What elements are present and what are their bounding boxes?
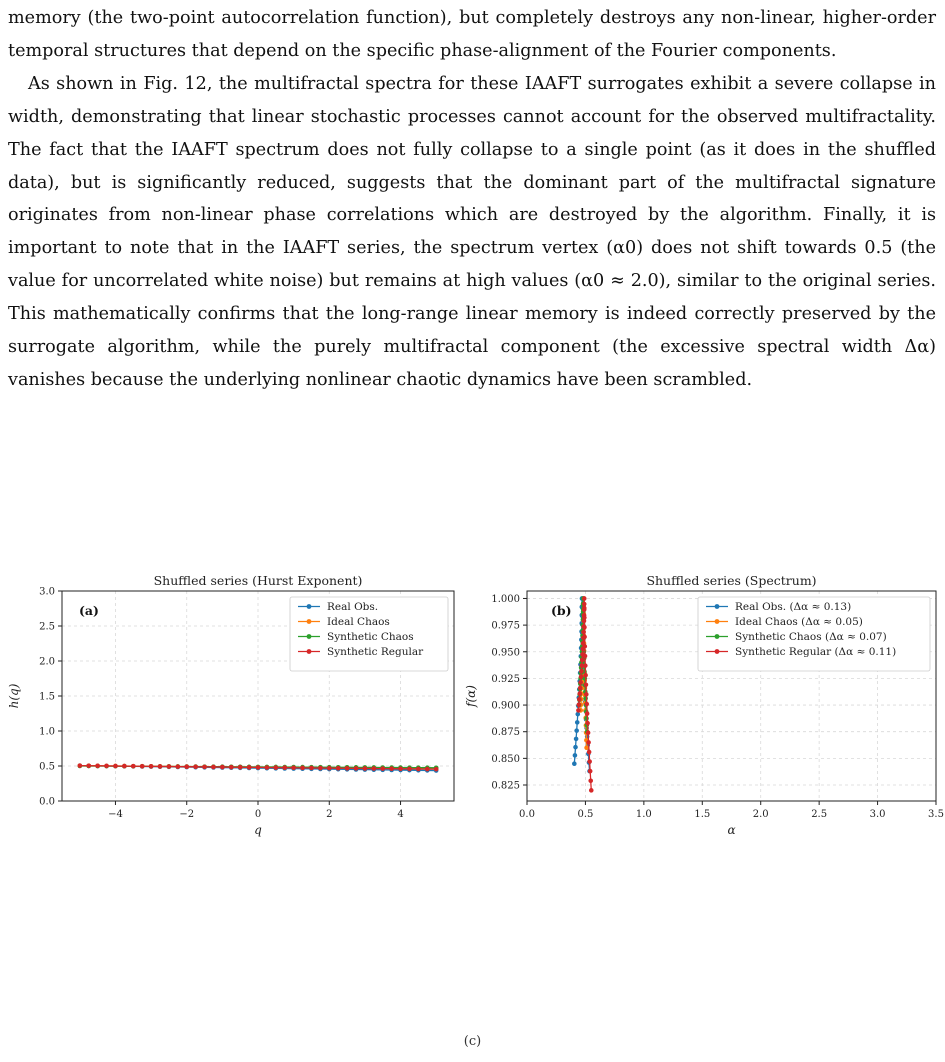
b-legend-marker xyxy=(715,604,720,609)
a-legend-marker xyxy=(307,634,312,639)
b-series-point-3 xyxy=(589,788,594,793)
a-series-point-3 xyxy=(345,766,350,771)
paragraph-iaaft-discussion: As shown in Fig. 12, the multifractal spectra for these IAAFT surrogates exhibit a severe collapse in width, demonstrating that linear stochastic processes cannot account for the observed multifractality. The fact that the IAAFT spectrum does not fully collapse to a single point (as it does in the shuffled data), but is significantly reduced, suggests that the dominant part of the multifractal signature originates from non-linear phase correlations which are destroyed by the algorithm. Finally, it is important to note that in the IAAFT series, the spectrum vertex (α0) does not shift towards 0.5 (the value for uncorrelated white noise) but remains at high values (α0 ≈ 2.0), similar to the original series. This mathematically confirms that the long-range linear memory is indeed correctly preserved by the surrogate algorithm, while the purely multifractal component (the excessive spectral width Δα) vanishes because the underlying nonlinear chaotic dynamics have been scrambled. xyxy=(8,73,936,390)
b-series-point-0 xyxy=(573,753,578,758)
a-series-point-3 xyxy=(309,766,314,771)
a-series-point-3 xyxy=(238,765,243,770)
a-series-point-3 xyxy=(434,767,439,772)
a-series-point-3 xyxy=(113,764,118,769)
a-y-tick-label: 2.0 xyxy=(39,656,55,668)
b-x-tick-label: 1.0 xyxy=(635,809,652,820)
a-series-point-3 xyxy=(184,764,189,769)
panel-a-label: (a) xyxy=(79,603,99,618)
panel-b-x-axis-label: α xyxy=(727,823,736,837)
b-series-point-3 xyxy=(578,686,583,691)
a-series-point-3 xyxy=(282,765,287,770)
b-series-point-3 xyxy=(582,635,587,640)
a-series-point-3 xyxy=(149,764,154,769)
a-series-point-3 xyxy=(363,766,368,771)
a-y-tick-label: 0.0 xyxy=(39,796,55,808)
panel-b-spectrum xyxy=(464,573,944,837)
a-series-point-3 xyxy=(122,764,127,769)
b-series-point-3 xyxy=(584,702,589,707)
a-series-point-3 xyxy=(354,766,359,771)
b-series-point-0 xyxy=(574,737,579,742)
b-x-tick-label: 2.0 xyxy=(752,809,769,820)
a-y-tick-label: 1.5 xyxy=(39,691,55,703)
a-series-point-3 xyxy=(327,766,332,771)
b-series-point-0 xyxy=(575,720,580,725)
b-series-point-3 xyxy=(576,708,581,713)
a-series-point-3 xyxy=(131,764,136,769)
panel-a-legend xyxy=(290,597,448,671)
a-series-point-3 xyxy=(291,765,296,770)
b-series-point-3 xyxy=(583,654,588,659)
b-series-point-3 xyxy=(577,697,582,702)
b-x-tick-label: 3.5 xyxy=(928,809,944,820)
b-series-point-3 xyxy=(579,675,584,680)
a-legend-entry: Synthetic Regular xyxy=(327,646,424,658)
a-y-tick-label: 1.0 xyxy=(39,726,55,738)
a-legend-entry: Synthetic Chaos xyxy=(327,631,414,643)
a-legend-marker xyxy=(307,649,312,654)
b-y-tick-label: 0.875 xyxy=(491,727,520,739)
b-y-tick-label: 0.925 xyxy=(491,673,520,685)
b-series-point-0 xyxy=(573,745,578,750)
b-legend-entry: Real Obs. (Δα ≈ 0.13) xyxy=(735,601,852,613)
b-series-point-3 xyxy=(585,711,590,716)
a-y-tick-label: 2.5 xyxy=(39,621,55,633)
b-legend-entry: Synthetic Regular (Δα ≈ 0.11) xyxy=(735,646,897,658)
paragraph-continuation: memory (the two-point autocorrelation function), but completely destroys any non-linear, higher-order temporal structures that depend on the specific phase-alignment of the Fourier components. xyxy=(8,8,936,61)
a-series-point-3 xyxy=(167,764,172,769)
a-series-point-3 xyxy=(265,765,270,770)
b-series-point-3 xyxy=(584,683,589,688)
subfigure-caption: (c) xyxy=(463,1034,482,1049)
b-y-tick-label: 0.825 xyxy=(491,780,520,792)
b-series-point-3 xyxy=(581,630,586,635)
b-series-point-3 xyxy=(584,692,589,697)
a-series-point-3 xyxy=(274,765,279,770)
b-x-tick-label: 3.0 xyxy=(869,809,886,820)
b-series-point-3 xyxy=(583,663,588,668)
b-series-point-3 xyxy=(582,625,587,630)
a-legend-entry: Ideal Chaos xyxy=(327,616,390,628)
a-series-point-3 xyxy=(380,766,385,771)
b-legend-entry: Synthetic Chaos (Δα ≈ 0.07) xyxy=(735,631,887,643)
figure-svg xyxy=(0,470,945,1030)
b-series-point-3 xyxy=(579,669,584,674)
b-series-point-3 xyxy=(587,750,592,755)
a-series-point-3 xyxy=(416,767,421,772)
a-series-point-3 xyxy=(158,764,163,769)
b-series-point-3 xyxy=(582,606,587,611)
b-y-tick-label: 0.850 xyxy=(491,753,520,765)
panel-b-series xyxy=(572,596,594,792)
b-series-point-3 xyxy=(582,615,587,620)
a-series-point-3 xyxy=(104,764,109,769)
b-series-point-3 xyxy=(585,721,590,726)
b-legend-marker xyxy=(715,649,720,654)
b-series-point-3 xyxy=(577,702,582,707)
b-x-tick-label: 1.5 xyxy=(694,809,711,820)
b-series-point-3 xyxy=(587,759,592,764)
figure-12-shuffled xyxy=(0,470,945,1062)
b-y-tick-label: 0.950 xyxy=(491,647,520,659)
b-x-tick-label: 0.0 xyxy=(519,809,535,820)
b-series-point-0 xyxy=(572,761,577,766)
b-series-point-2 xyxy=(584,716,589,721)
b-series-point-3 xyxy=(582,644,587,649)
a-series-point-3 xyxy=(211,765,216,770)
a-series-point-3 xyxy=(229,765,234,770)
panel-b-y-axis-label: f(α) xyxy=(464,685,478,707)
b-legend-marker xyxy=(715,634,720,639)
panel-a-title: Shuffled series (Hurst Exponent) xyxy=(153,573,363,588)
b-series-point-3 xyxy=(578,680,583,685)
b-series-point-3 xyxy=(588,769,593,774)
b-x-tick-label: 0.5 xyxy=(577,809,594,820)
a-series-point-3 xyxy=(407,767,412,772)
a-x-tick-label: 0 xyxy=(254,809,262,820)
a-series-point-3 xyxy=(336,766,341,771)
b-series-point-3 xyxy=(580,658,585,663)
a-legend-marker xyxy=(307,604,312,609)
b-y-tick-label: 0.975 xyxy=(491,620,520,632)
b-y-tick-label: 1.000 xyxy=(491,593,520,605)
a-legend-marker xyxy=(307,619,312,624)
a-x-tick-label: −4 xyxy=(108,809,123,820)
a-legend-entry: Real Obs. xyxy=(327,601,379,613)
b-legend-marker xyxy=(715,619,720,624)
a-series-point-3 xyxy=(389,766,394,771)
panel-b-legend xyxy=(698,597,930,671)
panel-a-hurst-exponent xyxy=(7,573,454,837)
b-series-point-3 xyxy=(577,691,582,696)
b-series-point-2 xyxy=(583,696,588,701)
b-series-point-3 xyxy=(583,673,588,678)
b-series-point-3 xyxy=(588,778,593,783)
body-text xyxy=(8,2,936,397)
a-series-point-3 xyxy=(247,765,252,770)
panel-a-x-axis-label: q xyxy=(254,823,262,837)
panel-b-label: (b) xyxy=(551,603,572,618)
a-series-point-3 xyxy=(176,764,181,769)
a-series-point-3 xyxy=(193,764,198,769)
b-series-point-3 xyxy=(582,602,587,607)
b-y-tick-label: 0.900 xyxy=(491,700,520,712)
panel-b-title: Shuffled series (Spectrum) xyxy=(646,573,817,588)
a-series-point-3 xyxy=(220,765,225,770)
b-series-point-3 xyxy=(586,740,591,745)
a-x-tick-label: −2 xyxy=(179,809,195,820)
b-series-point-0 xyxy=(574,728,579,733)
a-y-tick-label: 0.5 xyxy=(39,761,55,773)
a-series-point-3 xyxy=(78,763,83,768)
a-series-point-3 xyxy=(256,765,261,770)
a-y-tick-label: 3.0 xyxy=(39,586,55,598)
b-series-point-3 xyxy=(586,730,591,735)
a-series-point-3 xyxy=(372,766,377,771)
a-series-point-3 xyxy=(95,764,100,769)
b-series-point-3 xyxy=(582,596,587,601)
a-series-point-3 xyxy=(398,767,403,772)
a-x-tick-label: 4 xyxy=(397,809,404,820)
panel-a-y-axis-label: h(q) xyxy=(7,683,21,709)
b-legend-entry: Ideal Chaos (Δα ≈ 0.05) xyxy=(735,616,863,628)
a-series-point-3 xyxy=(425,767,430,772)
a-series-point-3 xyxy=(86,763,91,768)
b-x-tick-label: 2.5 xyxy=(811,809,828,820)
a-series-point-3 xyxy=(300,766,305,771)
a-x-tick-label: 2 xyxy=(326,809,333,820)
a-series-point-3 xyxy=(140,764,145,769)
a-series-point-3 xyxy=(318,766,323,771)
a-series-point-3 xyxy=(202,765,207,770)
